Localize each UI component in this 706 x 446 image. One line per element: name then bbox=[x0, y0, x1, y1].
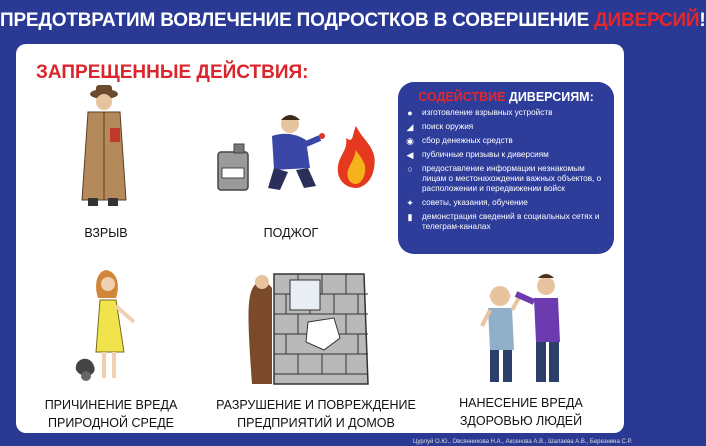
nature-harm-illustration bbox=[72, 266, 152, 390]
fire-illustration bbox=[334, 124, 378, 190]
list-item: ◢ поиск оружия bbox=[404, 122, 610, 132]
assistance-list bbox=[404, 108, 610, 236]
box-title: СОДЕЙСТВИЕ ДИВЕРСИЯМ: bbox=[418, 90, 594, 104]
credits: Цурлуй О.Ю., Овсянникова Н.А., Аксенова А.В., Шалаева А.В., Березнина С.Р. bbox=[413, 439, 632, 445]
chat-icon: ✦ bbox=[406, 198, 414, 208]
list-item: ✦ советы, указания, обучение bbox=[404, 198, 610, 208]
page-title: ПРЕДОТВРАТИМ ВОВЛЕЧЕНИЕ ПОДРОСТКОВ В СОВЕРШЕНИЕ ДИВЕРСИЙ! bbox=[0, 10, 706, 31]
list-item: ◉ сбор денежных средств bbox=[404, 136, 610, 146]
explosion-illustration bbox=[74, 80, 134, 220]
caption-explosion: ВЗРЫВ bbox=[84, 226, 128, 240]
section-subtitle: ЗАПРЕЩЕННЫЕ ДЕЙСТВИЯ: bbox=[36, 62, 309, 83]
info-icon: ○ bbox=[407, 164, 413, 174]
list-item: ○ предоставление информации незнакомым лицам о местонахождении важных объектов, о расположении и передвижении войск bbox=[404, 164, 610, 194]
health-harm-illustration bbox=[476, 266, 566, 390]
diversion-assistance-box bbox=[398, 82, 614, 254]
list-item: ● изготовление взрывных устройств bbox=[404, 108, 610, 118]
content-panel bbox=[16, 44, 624, 433]
canister-illustration bbox=[216, 144, 250, 192]
coins-icon: ◉ bbox=[406, 136, 414, 146]
caption-nature-harm: ПРИЧИНЕНИЕ ВРЕДА ПРИРОДНОЙ СРЕДЕ bbox=[44, 398, 178, 430]
phone-icon: ▮ bbox=[407, 212, 413, 222]
list-item: ▮ демонстрация сведений в социальных сетях и телеграм-каналах bbox=[404, 212, 610, 232]
caption-health-harm: НАНЕСЕНИЕ ВРЕДА ЗДОРОВЬЮ ЛЮДЕЙ bbox=[459, 396, 583, 428]
megaphone-icon: ◀ bbox=[406, 150, 414, 160]
destruction-illustration bbox=[244, 266, 374, 390]
caption-arson: ПОДЖОГ bbox=[263, 226, 319, 240]
bomb-icon: ● bbox=[407, 108, 413, 118]
caption-destruction: РАЗРУШЕНИЕ И ПОВРЕЖДЕНИЕ ПРЕДПРИЯТИЙ И ДОМОВ bbox=[216, 398, 416, 430]
gun-icon: ◢ bbox=[406, 122, 414, 132]
list-item: ◀ публичные призывы к диверсиям bbox=[404, 150, 610, 160]
arsonist-illustration bbox=[260, 110, 328, 194]
title-highlight: ДИВЕРСИЙ bbox=[594, 10, 700, 31]
